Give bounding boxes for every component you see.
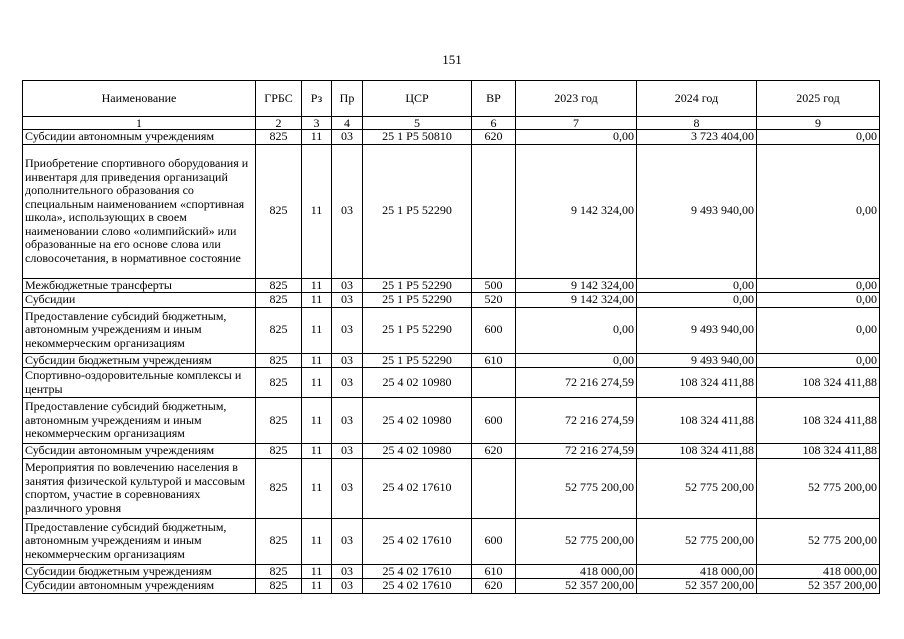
- row-2023: 0,00: [516, 307, 637, 353]
- row-csr: 25 1 P5 52290: [363, 144, 472, 278]
- table-row: [23, 579, 880, 594]
- row-2025: 0,00: [757, 307, 880, 353]
- row-vr: [472, 458, 516, 518]
- row-name: Предоставление субсидий бюджетным, автономным учреждениям и иным некоммерческим организациям: [23, 307, 256, 353]
- row-csr: 25 1 P5 52290: [363, 293, 472, 308]
- table-row: [23, 444, 880, 459]
- row-2025: 0,00: [757, 144, 880, 278]
- row-grbs: 825: [256, 144, 302, 278]
- budget-table: [22, 80, 880, 594]
- row-2023: 9 142 324,00: [516, 278, 637, 293]
- table-row: [23, 368, 880, 398]
- row-vr: 600: [472, 398, 516, 444]
- row-2024: 9 493 940,00: [637, 144, 757, 278]
- row-pr: 03: [332, 307, 363, 353]
- row-name: Спортивно-оздоровительные комплексы и центры: [23, 368, 256, 398]
- row-2024: 0,00: [637, 278, 757, 293]
- row-name: Мероприятия по вовлечению населения в занятия физической культурой и массовым спортом, участие в соревнованиях различного уровня: [23, 458, 256, 518]
- row-csr: 25 4 02 10980: [363, 368, 472, 398]
- row-vr: 600: [472, 518, 516, 564]
- row-rz: 11: [302, 278, 332, 293]
- col-header-2024: 2024 год: [637, 81, 757, 117]
- row-name: Предоставление субсидий бюджетным, автономным учреждениям и иным некоммерческим организациям: [23, 518, 256, 564]
- col-header-vr: ВР: [472, 81, 516, 117]
- col-number: 6: [472, 117, 516, 130]
- row-pr: 03: [332, 518, 363, 564]
- row-2024: 52 357 200,00: [637, 579, 757, 594]
- row-pr: 03: [332, 579, 363, 594]
- row-grbs: 825: [256, 579, 302, 594]
- col-number: 3: [302, 117, 332, 130]
- row-csr: 25 4 02 17610: [363, 564, 472, 579]
- col-number: 4: [332, 117, 363, 130]
- row-2025: 0,00: [757, 130, 880, 145]
- row-name: Субсидии: [23, 293, 256, 308]
- row-csr: 25 4 02 10980: [363, 398, 472, 444]
- row-rz: 11: [302, 518, 332, 564]
- row-pr: 03: [332, 368, 363, 398]
- col-header-2025: 2025 год: [757, 81, 880, 117]
- row-2025: 52 775 200,00: [757, 518, 880, 564]
- row-grbs: 825: [256, 518, 302, 564]
- row-csr: 25 1 P5 52290: [363, 278, 472, 293]
- row-2023: 52 357 200,00: [516, 579, 637, 594]
- row-2023: 72 216 274,59: [516, 398, 637, 444]
- row-grbs: 825: [256, 278, 302, 293]
- row-2025: 108 324 411,88: [757, 368, 880, 398]
- row-pr: 03: [332, 353, 363, 368]
- row-grbs: 825: [256, 564, 302, 579]
- row-vr: 610: [472, 353, 516, 368]
- col-header-pr: Пр: [332, 81, 363, 117]
- row-rz: 11: [302, 293, 332, 308]
- row-rz: 11: [302, 130, 332, 145]
- col-number: 5: [363, 117, 472, 130]
- row-pr: 03: [332, 130, 363, 145]
- row-pr: 03: [332, 458, 363, 518]
- row-pr: 03: [332, 293, 363, 308]
- col-number: 2: [256, 117, 302, 130]
- row-grbs: 825: [256, 458, 302, 518]
- row-2024: 9 493 940,00: [637, 353, 757, 368]
- row-grbs: 825: [256, 353, 302, 368]
- row-name: Приобретение спортивного оборудования и инвентаря для приведения организаций дополнительного образования со специальным наименованием «спортивная школа», использующих в своем наименовании слово «олимпийский» или образованные на его основе слова или словосочетания, в нормативное состояние: [23, 144, 256, 278]
- row-2024: 3 723 404,00: [637, 130, 757, 145]
- page-number: 151: [442, 52, 462, 67]
- row-pr: 03: [332, 278, 363, 293]
- row-vr: 610: [472, 564, 516, 579]
- table-row: [23, 458, 880, 518]
- row-2023: 9 142 324,00: [516, 144, 637, 278]
- row-2023: 418 000,00: [516, 564, 637, 579]
- table-row: [23, 307, 880, 353]
- row-2023: 72 216 274,59: [516, 368, 637, 398]
- row-grbs: 825: [256, 398, 302, 444]
- row-rz: 11: [302, 564, 332, 579]
- row-2025: 0,00: [757, 293, 880, 308]
- row-name: Предоставление субсидий бюджетным, автономным учреждениям и иным некоммерческим организациям: [23, 398, 256, 444]
- row-2024: 52 775 200,00: [637, 518, 757, 564]
- row-rz: 11: [302, 579, 332, 594]
- row-vr: 620: [472, 130, 516, 145]
- col-header-grbs: ГРБС: [256, 81, 302, 117]
- col-header-csr: ЦСР: [363, 81, 472, 117]
- col-header-name: Наименование: [23, 81, 256, 117]
- row-2023: 9 142 324,00: [516, 293, 637, 308]
- row-2023: 0,00: [516, 130, 637, 145]
- row-name: Субсидии бюджетным учреждениям: [23, 353, 256, 368]
- row-2023: 72 216 274,59: [516, 444, 637, 459]
- row-rz: 11: [302, 444, 332, 459]
- row-rz: 11: [302, 353, 332, 368]
- table-row: [23, 518, 880, 564]
- row-2024: 108 324 411,88: [637, 368, 757, 398]
- row-csr: 25 4 02 17610: [363, 579, 472, 594]
- row-grbs: 825: [256, 293, 302, 308]
- table-row: [23, 130, 880, 145]
- row-2025: 0,00: [757, 278, 880, 293]
- row-grbs: 825: [256, 130, 302, 145]
- row-name: Субсидии автономным учреждениям: [23, 130, 256, 145]
- row-vr: [472, 368, 516, 398]
- row-2024: 108 324 411,88: [637, 398, 757, 444]
- row-2025: 52 357 200,00: [757, 579, 880, 594]
- row-2024: 52 775 200,00: [637, 458, 757, 518]
- row-2023: 52 775 200,00: [516, 518, 637, 564]
- row-pr: 03: [332, 564, 363, 579]
- row-pr: 03: [332, 444, 363, 459]
- row-vr: 500: [472, 278, 516, 293]
- table-row: [23, 564, 880, 579]
- row-csr: 25 1 P5 52290: [363, 353, 472, 368]
- row-2025: 108 324 411,88: [757, 398, 880, 444]
- col-header-rz: Рз: [302, 81, 332, 117]
- row-2025: 108 324 411,88: [757, 444, 880, 459]
- row-name: Субсидии автономным учреждениям: [23, 579, 256, 594]
- row-pr: 03: [332, 144, 363, 278]
- row-csr: 25 1 P5 50810: [363, 130, 472, 145]
- row-2025: 418 000,00: [757, 564, 880, 579]
- row-vr: 520: [472, 293, 516, 308]
- col-number: 7: [516, 117, 637, 130]
- table-row: [23, 398, 880, 444]
- col-number: 8: [637, 117, 757, 130]
- row-name: Субсидии бюджетным учреждениям: [23, 564, 256, 579]
- table-row: [23, 144, 880, 278]
- row-grbs: 825: [256, 444, 302, 459]
- row-rz: 11: [302, 458, 332, 518]
- row-2024: 9 493 940,00: [637, 307, 757, 353]
- table-row: [23, 353, 880, 368]
- row-vr: 620: [472, 579, 516, 594]
- table-row: [23, 293, 880, 308]
- row-rz: 11: [302, 144, 332, 278]
- row-csr: 25 4 02 17610: [363, 518, 472, 564]
- header-row: [23, 81, 880, 117]
- row-2024: 0,00: [637, 293, 757, 308]
- row-name: Межбюджетные трансферты: [23, 278, 256, 293]
- row-2024: 108 324 411,88: [637, 444, 757, 459]
- row-vr: [472, 144, 516, 278]
- row-rz: 11: [302, 398, 332, 444]
- row-vr: 620: [472, 444, 516, 459]
- row-2025: 52 775 200,00: [757, 458, 880, 518]
- column-number-row: [23, 117, 880, 130]
- row-2023: 0,00: [516, 353, 637, 368]
- row-grbs: 825: [256, 368, 302, 398]
- row-2023: 52 775 200,00: [516, 458, 637, 518]
- row-2025: 0,00: [757, 353, 880, 368]
- table-row: [23, 278, 880, 293]
- col-header-2023: 2023 год: [516, 81, 637, 117]
- row-rz: 11: [302, 307, 332, 353]
- row-csr: 25 1 P5 52290: [363, 307, 472, 353]
- row-csr: 25 4 02 17610: [363, 458, 472, 518]
- col-number: 1: [23, 117, 256, 130]
- row-rz: 11: [302, 368, 332, 398]
- row-csr: 25 4 02 10980: [363, 444, 472, 459]
- row-name: Субсидии автономным учреждениям: [23, 444, 256, 459]
- row-2024: 418 000,00: [637, 564, 757, 579]
- row-grbs: 825: [256, 307, 302, 353]
- row-pr: 03: [332, 398, 363, 444]
- col-number: 9: [757, 117, 880, 130]
- row-vr: 600: [472, 307, 516, 353]
